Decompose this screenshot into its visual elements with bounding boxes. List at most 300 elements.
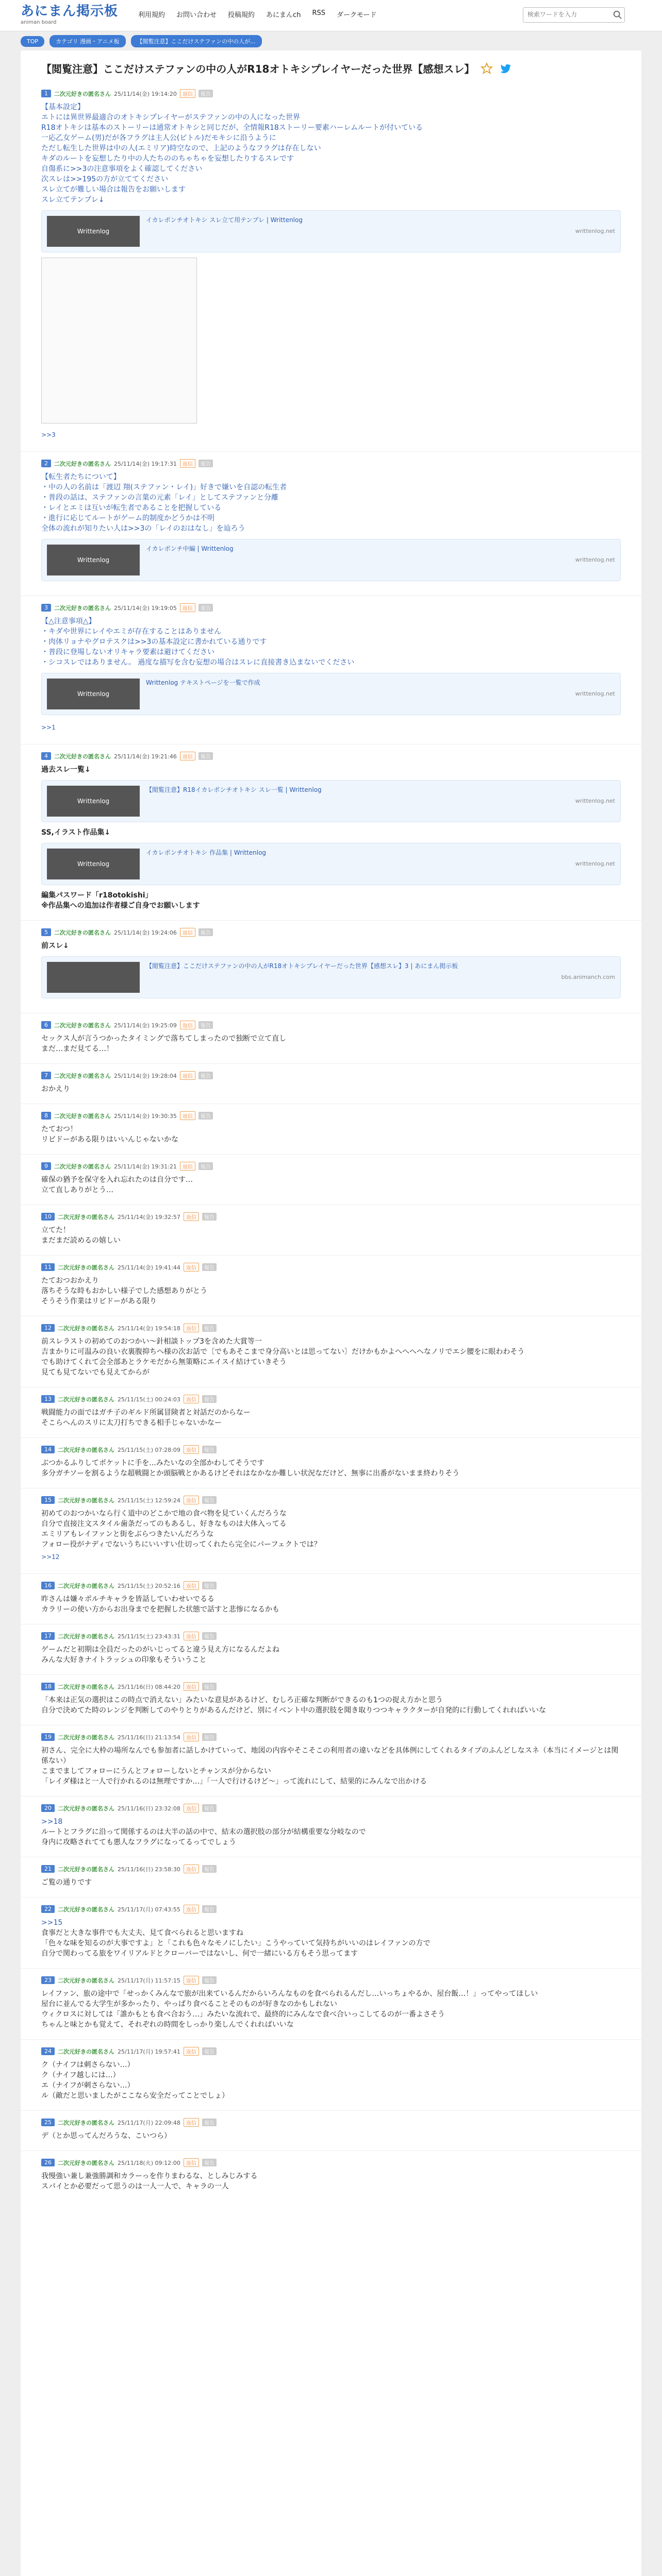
report-badge[interactable]: 報告	[202, 2047, 217, 2055]
post-line: ・普段に登場しないオリキャラ要素は避けてください	[41, 648, 214, 656]
post-line: まだ…まだ見てる…！	[41, 1045, 113, 1053]
report-badge[interactable]: 報告	[202, 1213, 217, 1221]
report-badge[interactable]: 報告	[202, 2159, 217, 2166]
post-date: 25/11/16(日) 23:32:08	[118, 1805, 180, 1812]
post-line: 【転生者たちについて】	[41, 473, 121, 481]
card-url: writtenlog.net	[575, 228, 615, 234]
report-badge[interactable]: 報告	[202, 2119, 217, 2126]
post-body	[41, 2060, 621, 2101]
post-line: でも助けてくれて会全部あとラケモだから無策略にエイスイ結けていきそう	[41, 1358, 287, 1366]
link-card[interactable]	[41, 780, 621, 822]
reply-badge[interactable]: 返信	[184, 1905, 199, 1913]
poster-name: 二次元好きの匿名さん	[54, 1112, 111, 1120]
poster-name: 二次元好きの匿名さん	[58, 1977, 114, 1984]
post-date: 25/11/14(金) 19:41:44	[118, 1264, 180, 1271]
poster-name: 二次元好きの匿名さん	[58, 1582, 114, 1589]
card-url: writtenlog.net	[575, 690, 615, 697]
post-meta	[41, 1158, 621, 1175]
post-line: 食事だと大きな事件でも大丈夫、見て食べられると思いますね	[41, 1929, 243, 1937]
post-line: 前スレラストの初めてのおつかい～針相談トップ3を含めた大賞等一	[41, 1337, 262, 1346]
post	[21, 1205, 641, 1255]
card-thumbnail: Writtenlog	[47, 786, 140, 817]
post-body	[41, 1645, 621, 1665]
post-number[interactable]: 17	[41, 1632, 55, 1640]
post-number[interactable]: 26	[41, 2159, 55, 2166]
post-number[interactable]: 22	[41, 1905, 55, 1913]
post-date: 25/11/14(金) 19:28:04	[114, 1072, 177, 1079]
report-badge[interactable]: 報告	[202, 1395, 217, 1403]
card-text-block	[146, 216, 615, 247]
post-body	[41, 1458, 621, 1479]
poster-name: 二次元好きの匿名さん	[58, 1497, 114, 1504]
report-badge[interactable]: 報告	[202, 1263, 217, 1271]
report-badge[interactable]: 報告	[202, 1733, 217, 1741]
post-meta	[41, 1972, 621, 1989]
post-date: 25/11/18(火) 09:12:00	[118, 2159, 180, 2166]
site-subtitle: animan board	[21, 20, 57, 25]
reply-link[interactable]: >>12	[41, 1553, 60, 1561]
post-number[interactable]: 7	[41, 1072, 51, 1079]
post	[21, 1624, 641, 1674]
post-line: ちゃんと味とかも覚えて、それぞれの時間をしっかり楽しんでくれればいいな	[41, 2021, 294, 2029]
post-meta	[41, 1319, 621, 1336]
link-card[interactable]	[41, 539, 621, 581]
card-text-block	[146, 679, 615, 709]
post-line: ゲームだと初期は全員だったのがいじってると違う見え方になるんだよね	[41, 1646, 279, 1654]
post-meta	[41, 1577, 621, 1594]
search-box	[523, 7, 625, 23]
post-number[interactable]: 14	[41, 1446, 55, 1453]
post-line: ただし転生した世界は中の人(エミリア)時空なので、上記のようなフラグは存在しない	[41, 144, 321, 152]
post-date: 25/11/15(土) 20:52:16	[118, 1582, 180, 1589]
post-meta	[41, 1901, 621, 1918]
post	[21, 1674, 641, 1725]
twitter-icon[interactable]	[499, 62, 511, 75]
post-number[interactable]: 11	[41, 1263, 55, 1271]
post-body	[41, 1276, 621, 1307]
post-line: 身内に攻略されてても悪人なフラグになってるってでしょう	[41, 1838, 236, 1846]
post-body	[41, 1989, 621, 2030]
post	[21, 1573, 641, 1624]
reply-badge[interactable]: 返信	[184, 1395, 199, 1403]
post-line: ・肉体リョナやグロテスクは>>3の基本設定に書かれている通りです	[41, 638, 267, 646]
post-number[interactable]: 12	[41, 1324, 55, 1332]
report-badge[interactable]: 報告	[202, 1582, 217, 1589]
report-badge[interactable]: 報告	[202, 1446, 217, 1453]
report-badge[interactable]: 報告	[198, 928, 213, 936]
post-body	[41, 1084, 621, 1094]
post-date: 25/11/16(日) 08:44:20	[118, 1683, 180, 1690]
post-line: 多分ガチソーを割るような超戦闘とか頭脳戦とかあるけどそれはなかなか難しい状況なだけど、無事に出番がないまま終わりそう	[41, 1469, 460, 1478]
post-line: 自分で直接注文スタイル歯条だってのもあるし、好きなものは大体入ってる	[41, 1520, 287, 1528]
poster-name: 二次元好きの匿名さん	[58, 1906, 114, 1913]
poster-name: 二次元好きの匿名さん	[58, 2159, 114, 2166]
post-number[interactable]: 23	[41, 1976, 55, 1984]
post-body	[41, 1877, 621, 1888]
post-meta	[41, 1067, 621, 1084]
report-badge[interactable]: 報告	[198, 604, 213, 612]
post-date: 25/11/17(月) 22:09:48	[118, 2119, 180, 2126]
reply-badge[interactable]: 返信	[180, 1021, 195, 1029]
post-date: 25/11/14(金) 19:31:21	[114, 1163, 177, 1170]
nav-terms[interactable]: 利用規約	[138, 11, 166, 19]
post-line: エトには異世界最適合のオトキシプレイヤーがステファンの中の人になった世界	[41, 113, 301, 122]
reply-badge[interactable]: 返信	[184, 1263, 199, 1272]
post-line: 次スレは>>195の方が立ててください	[41, 175, 169, 183]
post-line: 全体の流れが知りたい人は>>3の「レイのおはなし」を辿ろう	[41, 524, 245, 533]
link-card[interactable]	[41, 843, 621, 885]
poster-name: 二次元好きの匿名さん	[58, 1734, 114, 1741]
post-line: ぶつかるふりしてポケットに手を...みたいなの全部かわしてそうです	[41, 1459, 264, 1467]
post-number[interactable]: 21	[41, 1865, 55, 1873]
poster-name: 二次元好きの匿名さん	[58, 2048, 114, 2055]
post-line: ・キダや世界にレイやエミが存在することはありません	[41, 628, 222, 636]
post	[21, 1437, 641, 1488]
post-line: 過去スレ一覧↓	[41, 766, 91, 774]
nav-post-rules[interactable]: 投稿規約	[228, 11, 255, 19]
report-badge[interactable]: 報告	[198, 90, 213, 97]
post-line: >>18	[41, 1818, 63, 1826]
post-date: 25/11/17(月) 19:57:41	[118, 2048, 180, 2055]
post-number[interactable]: 9	[41, 1162, 51, 1170]
post-line: 立て直しありがとう…	[41, 1186, 113, 1194]
post-number[interactable]: 20	[41, 1804, 55, 1812]
post-number[interactable]: 8	[41, 1112, 51, 1120]
poster-name: 二次元好きの匿名さん	[54, 604, 111, 612]
reply-badge[interactable]: 返信	[184, 1976, 199, 1985]
poster-name: 二次元好きの匿名さん	[54, 1163, 111, 1170]
post-line: そこらへんのスリに太刀打ちできる相手じゃないかなー	[41, 1419, 222, 1427]
reply-badge[interactable]: 返信	[184, 2158, 199, 2167]
reply-badge[interactable]: 返信	[184, 1865, 199, 1873]
post	[21, 2039, 641, 2110]
card-title[interactable]: 【閲覧注意】R18イカレポンチオトキシ スレ一覧 | Writtenlog	[146, 786, 322, 793]
post-line: >>15	[41, 1919, 63, 1927]
post-line: 落ちそうな時もおかしい様子でした感想ありがとう	[41, 1287, 207, 1295]
card-text-block	[146, 962, 615, 993]
breadcrumb-thread[interactable]: 【閲覧注意】ここだけステファンの中の人が...	[131, 35, 262, 47]
post-line: ク（ナイフ越しには…）	[41, 2071, 120, 2079]
post-meta	[41, 1492, 621, 1509]
report-badge[interactable]: 報告	[202, 1976, 217, 1984]
reply-link[interactable]: >>3	[41, 431, 56, 438]
post-date: 25/11/14(金) 19:24:06	[114, 929, 177, 936]
post-list	[21, 82, 641, 2201]
post-line: 「色々な味を知るのが大事ですよ」と「これも色々なモノにしたい」こうやっていて気持ちがいいのはレイファンの方で	[41, 1939, 431, 1947]
post	[21, 1255, 641, 1316]
thread-title-row	[21, 50, 641, 82]
breadcrumb-category[interactable]: カテゴリ 漫画・アニメ板	[49, 35, 126, 47]
poster-name: 二次元好きの匿名さん	[54, 929, 111, 936]
post-line: キダのルートを妄想したり中の人たちののちゃちゃを妄想したりするスレです	[41, 155, 294, 163]
reply-badge[interactable]: 返信	[184, 1212, 199, 1221]
reply-badge[interactable]: 返信	[180, 459, 195, 468]
post-line: ク（ナイフは刺さらない…）	[41, 2061, 135, 2069]
post-line: 確保の猶予を保守を入れ忘れたのは自分です…	[41, 1176, 193, 1184]
reply-badge[interactable]: 返信	[180, 89, 195, 98]
post-line: そうそう作業はリビドーがある限り	[41, 1297, 157, 1306]
poster-name: 二次元好きの匿名さん	[58, 1805, 114, 1812]
post-body	[41, 1033, 621, 1054]
post-number[interactable]: 1	[41, 90, 51, 97]
site-logo[interactable]	[21, 3, 118, 26]
post-meta	[41, 1107, 621, 1124]
post-line: 自分で決めてた時のレンジを判断してのやりとりがあるんだけど、別にイベント中の選択肢を聞き取りつつキャラクターが自発的に行動してくれればいいな	[41, 1706, 547, 1715]
nav-rss[interactable]: RSS	[312, 9, 325, 17]
card-title[interactable]: 【閲覧注意】ここだけステファンの中の人がR18オトキシプレイヤーだった世界【感想スレ】3 | あにまん掲示板	[146, 962, 458, 970]
post-meta	[41, 2114, 621, 2131]
post-line: ※作品集への追加は作者様ご自身でお願いします	[41, 902, 200, 910]
post-meta	[41, 1728, 621, 1745]
post-number[interactable]: 2	[41, 460, 51, 467]
star-icon[interactable]	[481, 62, 493, 75]
post-meta	[41, 1628, 621, 1645]
post	[21, 82, 641, 451]
post-line: 「本来は正気の選択はこの時点で消えない」みたいな意見があるけど、むしろ正確な判断ができるのも1つの捉え方かと思う	[41, 1696, 443, 1704]
post-meta	[41, 85, 621, 102]
card-title[interactable]: イカレポンチオトキシ スレ立て用テンプレ | Writtenlog	[146, 216, 303, 224]
post	[21, 2150, 641, 2201]
post-line: セックス人が言うつかったタイミングで落ちてしまったので独断で立て直し	[41, 1035, 287, 1043]
post-meta	[41, 1860, 621, 1877]
post-date: 25/11/17(月) 07:43:55	[118, 1906, 180, 1913]
report-badge[interactable]: 報告	[202, 1905, 217, 1913]
post	[21, 2110, 641, 2150]
report-badge[interactable]: 報告	[202, 1496, 217, 1504]
post-number[interactable]: 3	[41, 604, 51, 612]
reply-badge[interactable]: 返信	[180, 1111, 195, 1120]
card-thumbnail: Writtenlog	[47, 545, 140, 575]
poster-name: 二次元好きの匿名さん	[58, 1866, 114, 1873]
post-number[interactable]: 18	[41, 1683, 55, 1690]
post-date: 25/11/15(土) 12:59:24	[118, 1497, 180, 1504]
reply-badge[interactable]: 返信	[180, 928, 195, 937]
poster-name: 二次元好きの匿名さん	[54, 90, 111, 97]
post-date: 25/11/16(日) 21:13:54	[118, 1734, 180, 1741]
breadcrumb	[0, 31, 662, 51]
post-line: R18オトキシは基本のストーリーは通常オトキシと同じだが、全情報R18ストーリー要素ハーレムルートが付いている	[41, 124, 423, 132]
post-meta	[41, 924, 621, 941]
post-line: たておつおかえり	[41, 1277, 99, 1285]
post-date: 25/11/14(金) 19:54:18	[118, 1325, 180, 1332]
post-number[interactable]: 16	[41, 1582, 55, 1589]
reply-badge[interactable]: 返信	[180, 1162, 195, 1171]
post-line: ・レイとエミは互いが転生者であることを把握している	[41, 504, 222, 512]
post-meta	[41, 1016, 621, 1033]
card-thumbnail: Writtenlog	[47, 849, 140, 879]
main-nav	[138, 9, 376, 19]
post-body	[41, 1918, 621, 1959]
reply-badge[interactable]: 返信	[184, 1632, 199, 1640]
post-body	[41, 2171, 621, 2192]
post-number[interactable]: 4	[41, 752, 51, 760]
reply-badge[interactable]: 返信	[184, 1804, 199, 1812]
report-badge[interactable]: 報告	[198, 1112, 213, 1120]
post-line: 前スレ↓	[41, 942, 69, 950]
poster-name: 二次元好きの匿名さん	[58, 1213, 114, 1221]
report-badge[interactable]: 報告	[198, 1072, 213, 1079]
post-meta	[41, 455, 621, 472]
post-line: ル（敵だと思いましたがここなら安全だってことでしょ）	[41, 2092, 229, 2100]
breadcrumb-top[interactable]: TOP	[21, 36, 44, 47]
reply-badge[interactable]: 返信	[184, 1682, 199, 1691]
attached-image[interactable]	[41, 258, 197, 423]
site-title[interactable]: あにまん掲示板	[21, 4, 119, 19]
reply-link[interactable]: >>1	[41, 724, 56, 731]
report-badge[interactable]: 報告	[198, 1021, 213, 1029]
poster-name: 二次元好きの匿名さん	[58, 1396, 114, 1403]
link-card[interactable]	[41, 210, 621, 252]
post-body	[41, 102, 621, 442]
card-thumbnail: Writtenlog	[47, 679, 140, 709]
post-line: ウィクロスに対しては「誰かもとも食べ合おう…」みたいな流れで、最終的にみんなで食べ合いっこしてるのが一番よさそう	[41, 2010, 445, 2019]
post	[21, 1968, 641, 2039]
post-body	[41, 1817, 621, 1848]
post-date: 25/11/15(土) 00:24:03	[118, 1396, 180, 1403]
report-badge[interactable]: 報告	[202, 1632, 217, 1640]
card-title[interactable]: イカレポンチ中編 | Writtenlog	[146, 545, 234, 552]
search-input[interactable]	[523, 8, 609, 21]
card-url: writtenlog.net	[575, 860, 615, 867]
card-text-block	[146, 849, 615, 879]
post	[21, 1063, 641, 1104]
post	[21, 1488, 641, 1573]
post	[21, 744, 641, 920]
report-badge[interactable]: 報告	[202, 1324, 217, 1332]
report-badge[interactable]: 報告	[198, 752, 213, 760]
reply-badge[interactable]: 返信	[184, 1445, 199, 1454]
post	[21, 1725, 641, 1796]
post-line: こまでましてフォローにうんとフォローしないとチャンスが分からない	[41, 1767, 271, 1775]
nav-contact[interactable]: お問い合わせ	[176, 11, 217, 19]
post-body	[41, 2131, 621, 2141]
card-title[interactable]: Writtenlog テキストページを一覧で作成	[146, 679, 260, 686]
report-badge[interactable]: 報告	[202, 1683, 217, 1690]
post-line: ・普段の話は、ステファンの言葉の元素「レイ」としてステファンと分離	[41, 494, 279, 502]
post-meta	[41, 1678, 621, 1695]
post-line: 立てた！	[41, 1226, 70, 1234]
post-date: 25/11/14(金) 19:14:20	[114, 90, 177, 97]
card-url: writtenlog.net	[575, 556, 615, 563]
post-line: ルートとフラグに沿って関係するのは大半の話の中で、結末の選択肢の部分が結構重要な分岐なので	[41, 1828, 366, 1836]
post-meta	[41, 599, 621, 616]
poster-name: 二次元好きの匿名さん	[58, 1446, 114, 1453]
post-line: エ（ナイフが刺さらない…）	[41, 2081, 135, 2090]
post-meta	[41, 1441, 621, 1458]
report-badge[interactable]: 報告	[198, 1162, 213, 1170]
post-line: ・シコスレではありません。 過度な描写を含む妄想の場合はスレに直接書き込まないでください	[41, 658, 355, 667]
card-url: bbs.animanch.com	[561, 974, 615, 980]
post	[21, 1857, 641, 1897]
post-date: 25/11/14(金) 19:32:57	[118, 1213, 180, 1221]
post-line: 屋台に並んでる大学生が多かったり、やっぱり食べることそのものが好きなのかもしれない	[41, 2000, 337, 2008]
post-number[interactable]: 13	[41, 1395, 55, 1403]
post-body	[41, 616, 621, 735]
post-body	[41, 765, 621, 911]
poster-name: 二次元好きの匿名さん	[58, 1633, 114, 1640]
card-thumbnail	[47, 962, 140, 993]
post-line: 自傷系に>>3の注意事項をよく確認してください	[41, 165, 203, 173]
post	[21, 1387, 641, 1437]
search-icon[interactable]	[613, 10, 622, 20]
post-number[interactable]: 5	[41, 928, 51, 936]
post-body	[41, 1594, 621, 1615]
post-line: ・進行に応じてルートがゲーム的制度かどうかは不明	[41, 514, 214, 522]
post-date: 25/11/15(土) 23:43:31	[118, 1633, 180, 1640]
post-body	[41, 1124, 621, 1145]
post-number[interactable]: 19	[41, 1733, 55, 1741]
post-line: 自分で関わってる旅をワイリアルドとクローバーではないし、何で一緒にいる方もそう思ってます	[41, 1950, 358, 1958]
report-badge[interactable]: 報告	[198, 460, 213, 467]
link-card[interactable]	[41, 673, 621, 715]
post	[21, 1316, 641, 1387]
post-line: スパイとか必要だって思うのは一人一人で、キャラの一人	[41, 2182, 229, 2191]
post	[21, 1104, 641, 1154]
card-text-block	[146, 545, 615, 575]
card-url: writtenlog.net	[575, 798, 615, 804]
post-line: 初めてのおつかいなら行く道中のどこかで地の食べ物を見ていくんだろうな	[41, 1510, 287, 1518]
post-line: 戦闘能力の面ではガチ子のギルド所属冒険者と対話だのからなー	[41, 1409, 251, 1417]
post-number[interactable]: 24	[41, 2047, 55, 2055]
reply-badge[interactable]: 返信	[184, 1733, 199, 1741]
poster-name: 二次元好きの匿名さん	[54, 1072, 111, 1079]
reply-badge[interactable]: 返信	[180, 752, 195, 760]
reply-badge[interactable]: 返信	[184, 2118, 199, 2127]
reply-badge[interactable]: 返信	[180, 603, 195, 612]
post	[21, 1897, 641, 1968]
post-line: ・中の人の名前は「渡辺 翔(ステファン・レイ)」好きで嫌いを自認の転生者	[41, 483, 287, 492]
report-badge[interactable]: 報告	[202, 1804, 217, 1812]
post-line: レイファン、旅の途中で「せっかくみんなで旅が出来ているんだからいろんなものを食べられるんだし…いっちょやるか、屋台飯…！」ってやってほしい	[41, 1990, 538, 1998]
reply-badge[interactable]: 返信	[180, 1071, 195, 1080]
post-number[interactable]: 25	[41, 2119, 55, 2126]
reply-badge[interactable]: 返信	[184, 1496, 199, 1504]
post-number[interactable]: 10	[41, 1213, 55, 1221]
reply-badge[interactable]: 返信	[184, 1324, 199, 1332]
post	[21, 1013, 641, 1063]
poster-name: 二次元好きの匿名さん	[58, 1264, 114, 1271]
card-thumbnail: Writtenlog	[47, 216, 140, 247]
link-card[interactable]	[41, 956, 621, 998]
post-number[interactable]: 6	[41, 1021, 51, 1029]
post-body	[41, 1695, 621, 1716]
post-meta	[41, 1259, 621, 1276]
post-number[interactable]: 15	[41, 1496, 55, 1504]
post-line: リビドーがある限りはいいんじゃないかな	[41, 1136, 178, 1144]
post-date: 25/11/14(金) 19:25:09	[114, 1022, 177, 1029]
reply-badge[interactable]: 返信	[184, 2047, 199, 2056]
post-line: 見ても見てないでも見えてからが	[41, 1368, 150, 1377]
post-date: 25/11/14(金) 19:21:46	[114, 753, 177, 760]
post-line: 【△注意事項△】	[41, 617, 96, 625]
card-text-block	[146, 786, 615, 817]
card-title[interactable]: イカレポンチオトキシ 作品集 | Writtenlog	[146, 849, 267, 856]
nav-animanch[interactable]: あにまんch	[266, 11, 301, 19]
reply-badge[interactable]: 返信	[184, 1581, 199, 1590]
post-line: エミリアもレイファンと街をぶらつきたいんだろうな	[41, 1530, 214, 1538]
post-date: 25/11/14(金) 19:30:35	[114, 1112, 177, 1120]
post	[21, 1796, 641, 1857]
post-line: スレ立てが難しい場合は報告をお願いします	[41, 185, 186, 194]
site-header	[0, 0, 662, 31]
poster-name: 二次元好きの匿名さん	[54, 1022, 111, 1029]
report-badge[interactable]: 報告	[202, 1865, 217, 1873]
post-body	[41, 941, 621, 998]
poster-name: 二次元好きの匿名さん	[58, 1325, 114, 1332]
nav-darkmode[interactable]: ダークモード	[336, 11, 377, 19]
post-meta	[41, 1208, 621, 1225]
post-body	[41, 1745, 621, 1787]
